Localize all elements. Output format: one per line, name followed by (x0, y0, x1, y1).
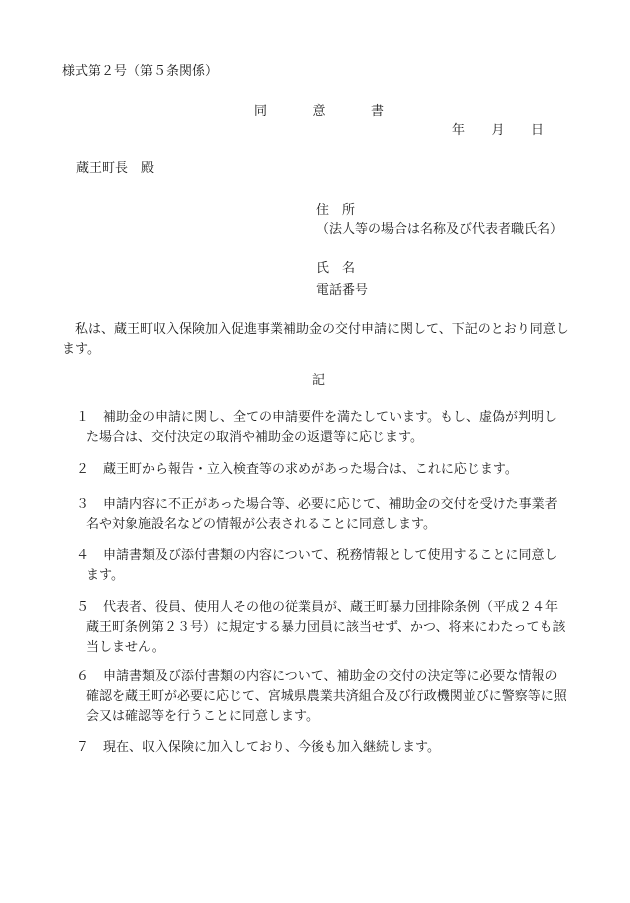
date-line (452, 122, 544, 140)
item-number: １ (76, 410, 90, 425)
item-text: 申請書類及び添付書類の内容について、補助金の交付の決定等に必要な情報の (103, 669, 558, 684)
item-text-cont: 蔵王町条例第２３号）に規定する暴力団員に該当せず、かつ、将来にわたっても該当しません。 (86, 620, 566, 655)
date-day: 日 (530, 123, 544, 138)
title-char: 意 (312, 104, 326, 119)
item-text: 申請内容に不正があった場合等、必要に応じて、補助金の交付を受けた事業者 (103, 497, 558, 512)
address-note: （法人等の場合は名称及び代表者職氏名） (316, 222, 564, 237)
list-item (76, 598, 573, 658)
list-item (76, 546, 573, 586)
list-item (76, 738, 573, 758)
item-text-cont: ます。 (86, 568, 124, 583)
item-text-cont: た場合は、交付決定の取消や補助金の返還等に応じます。 (86, 430, 423, 445)
document-title (254, 103, 384, 121)
item-number: ５ (76, 600, 90, 615)
list-item (76, 667, 573, 727)
item-number: ２ (76, 462, 90, 477)
form-number: 様式第２号（第５条関係） (62, 64, 219, 79)
item-text-cont: 名や対象施設名などの情報が公表されることに同意します。 (86, 517, 436, 532)
item-text: 蔵王町から報告・立入検査等の求めがあった場合は、これに応じます。 (103, 462, 518, 477)
item-text: 申請書類及び添付書類の内容について、税務情報として使用することに同意し (103, 548, 558, 563)
item-text: 現在、収入保険に加入しており、今後も加入継続します。 (103, 740, 440, 755)
item-number: ３ (76, 497, 90, 512)
item-number: ７ (76, 740, 90, 755)
list-item (76, 460, 573, 480)
item-number: ６ (76, 669, 90, 684)
item-text-cont: 確認を蔵王町が必要に応じて、宮城県農業共済組合及び行政機関並びに警察等に照会又は確認等を行うことに同意します。 (86, 689, 567, 724)
ki-heading: 記 (312, 373, 326, 388)
address-label: 住 所 (316, 203, 356, 218)
list-item (76, 408, 573, 448)
phone-label: 電話番号 (316, 283, 369, 298)
addressee: 蔵王町長 殿 (76, 161, 155, 176)
list-item (76, 495, 573, 535)
intro-paragraph: 私は、蔵王町収入保険加入促進事業補助金の交付申請に関して、下記のとおり同意します。 (62, 322, 569, 357)
item-text: 代表者、役員、使用人その他の従業員が、蔵王町暴力団排除条例（平成２４年 (103, 600, 559, 615)
item-number: ４ (76, 548, 90, 563)
title-char: 同 (254, 104, 268, 119)
name-label: 氏 名 (316, 261, 356, 276)
item-text: 補助金の申請に関し、全ての申請要件を満たしています。もし、虚偽が判明し (103, 410, 557, 425)
date-month: 月 (491, 123, 505, 138)
title-char: 書 (370, 104, 384, 119)
date-year: 年 (452, 123, 466, 138)
